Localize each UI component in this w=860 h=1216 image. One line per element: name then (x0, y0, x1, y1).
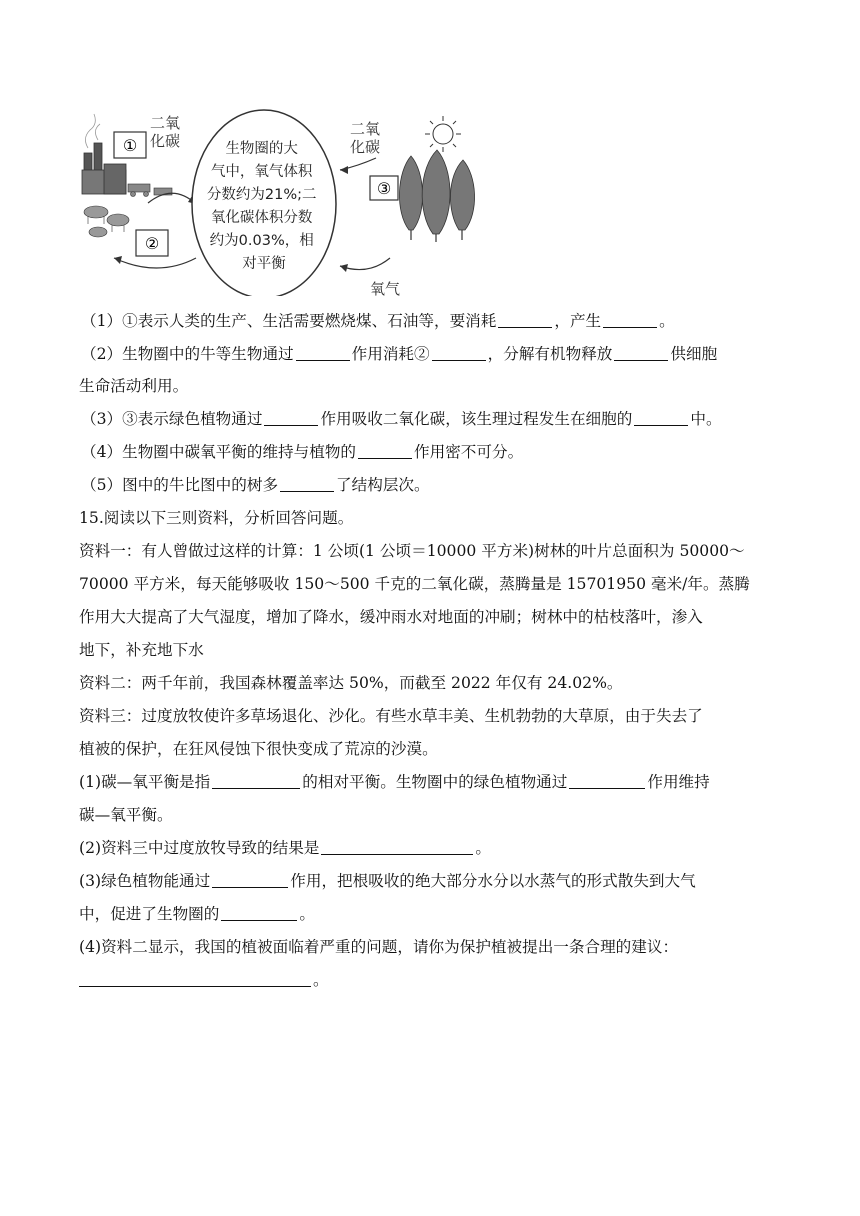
question-15-title: 15.阅读以下三则资料，分析回答问题。 (79, 509, 354, 527)
blank[interactable] (634, 410, 688, 426)
vehicles-icon (128, 184, 172, 197)
question-4: （4）生物圈中碳氧平衡的维持与植物的 作用密不可分。 (81, 443, 524, 461)
oxygen-label: 氧气 (370, 280, 401, 296)
material-1-line: 70000 平方米，每天能够吸收 150～500 千克的二氧化碳，蒸腾量是 15701950 毫米/年。蒸腾 (79, 575, 750, 593)
blank[interactable] (79, 971, 311, 987)
blank[interactable] (212, 872, 288, 888)
material-3-line: 植被的保护，在狂风侵蚀下很快变成了荒凉的沙漠。 (79, 740, 438, 758)
blank[interactable] (569, 773, 645, 789)
blank[interactable] (603, 312, 657, 328)
sub-question-2: (2)资料三中过度放牧导致的结果是 。 (79, 839, 492, 857)
blank[interactable] (614, 345, 668, 361)
material-1-line: 作用大大提高了大气湿度，增加了降水，缓冲雨水对地面的冲刷；树林中的枯枝落叶，渗入 (79, 608, 703, 626)
question-5: （5）图中的牛比图中的树多 了结构层次。 (81, 476, 430, 494)
box-2-label: ② (144, 234, 160, 253)
sub-question-3: (3)绿色植物能通过 作用，把根吸收的绝大部分水分以水蒸气的形式散失到大气 (79, 872, 696, 890)
material-1-line: 地下，补充地下水 (79, 641, 204, 659)
box-1-label: ① (122, 136, 138, 155)
sub-question-1-cont: 碳—氧平衡。 (79, 806, 173, 824)
trees-icon (395, 112, 495, 242)
blank[interactable] (212, 773, 300, 789)
material-2: 资料二：两千年前，我国森林覆盖率达 50%，而截至 2022 年仅有 24.02%。 (79, 674, 623, 692)
blank[interactable] (221, 905, 297, 921)
co2-left-label: 二氧化碳 (150, 114, 181, 150)
blank[interactable] (358, 443, 412, 459)
blank[interactable] (264, 410, 318, 426)
sub-question-3-cont: 中，促进了生物圈的 。 (79, 905, 315, 923)
center-text: 生物圈的大 气中，氧气体积 分数约为21%;二 氧化碳体积分数 约为0.03%，相 对平衡 (206, 141, 317, 272)
question-2: （2）生物圈中的牛等生物通过 作用消耗② ，分解有机物释放 供细胞 (81, 345, 718, 363)
sub-question-1: (1)碳—氧平衡是指 的相对平衡。生物圈中的绿色植物通过 作用维持 (79, 773, 710, 791)
question-1: （1）①表示人类的生产、生活需要燃烧煤、石油等，要消耗 ，产生 。 (81, 312, 675, 330)
material-1-line: 资料一：有人曾做过这样的计算：1 公顷(1 公顷＝10000 平方米)树林的叶片总面积为 50000～ (79, 542, 745, 560)
sub-question-4-cont: 。 (79, 970, 860, 990)
blank[interactable] (321, 839, 473, 855)
sub-question-4: (4)资料二显示，我国的植被面临着严重的问题，请你为保护植被提出一条合理的建议： (79, 938, 679, 956)
question-3: （3）③表示绿色植物通过 作用吸收二氧化碳，该生理过程发生在细胞的 中。 (81, 410, 722, 428)
box-3-label: ③ (376, 179, 392, 198)
blank[interactable] (280, 476, 334, 492)
blank[interactable] (498, 312, 552, 328)
carbon-oxygen-cycle-diagram (78, 108, 418, 296)
blank[interactable] (296, 345, 350, 361)
question-2-cont: 生命活动利用。 (79, 377, 189, 395)
blank[interactable] (432, 345, 486, 361)
cattle-icon (84, 206, 129, 237)
material-3-line: 资料三：过度放牧使许多草场退化、沙化。有些水草丰美、生机勃勃的大草原，由于失去了 (79, 707, 703, 725)
co2-right-label: 二氧化碳 (350, 120, 381, 156)
